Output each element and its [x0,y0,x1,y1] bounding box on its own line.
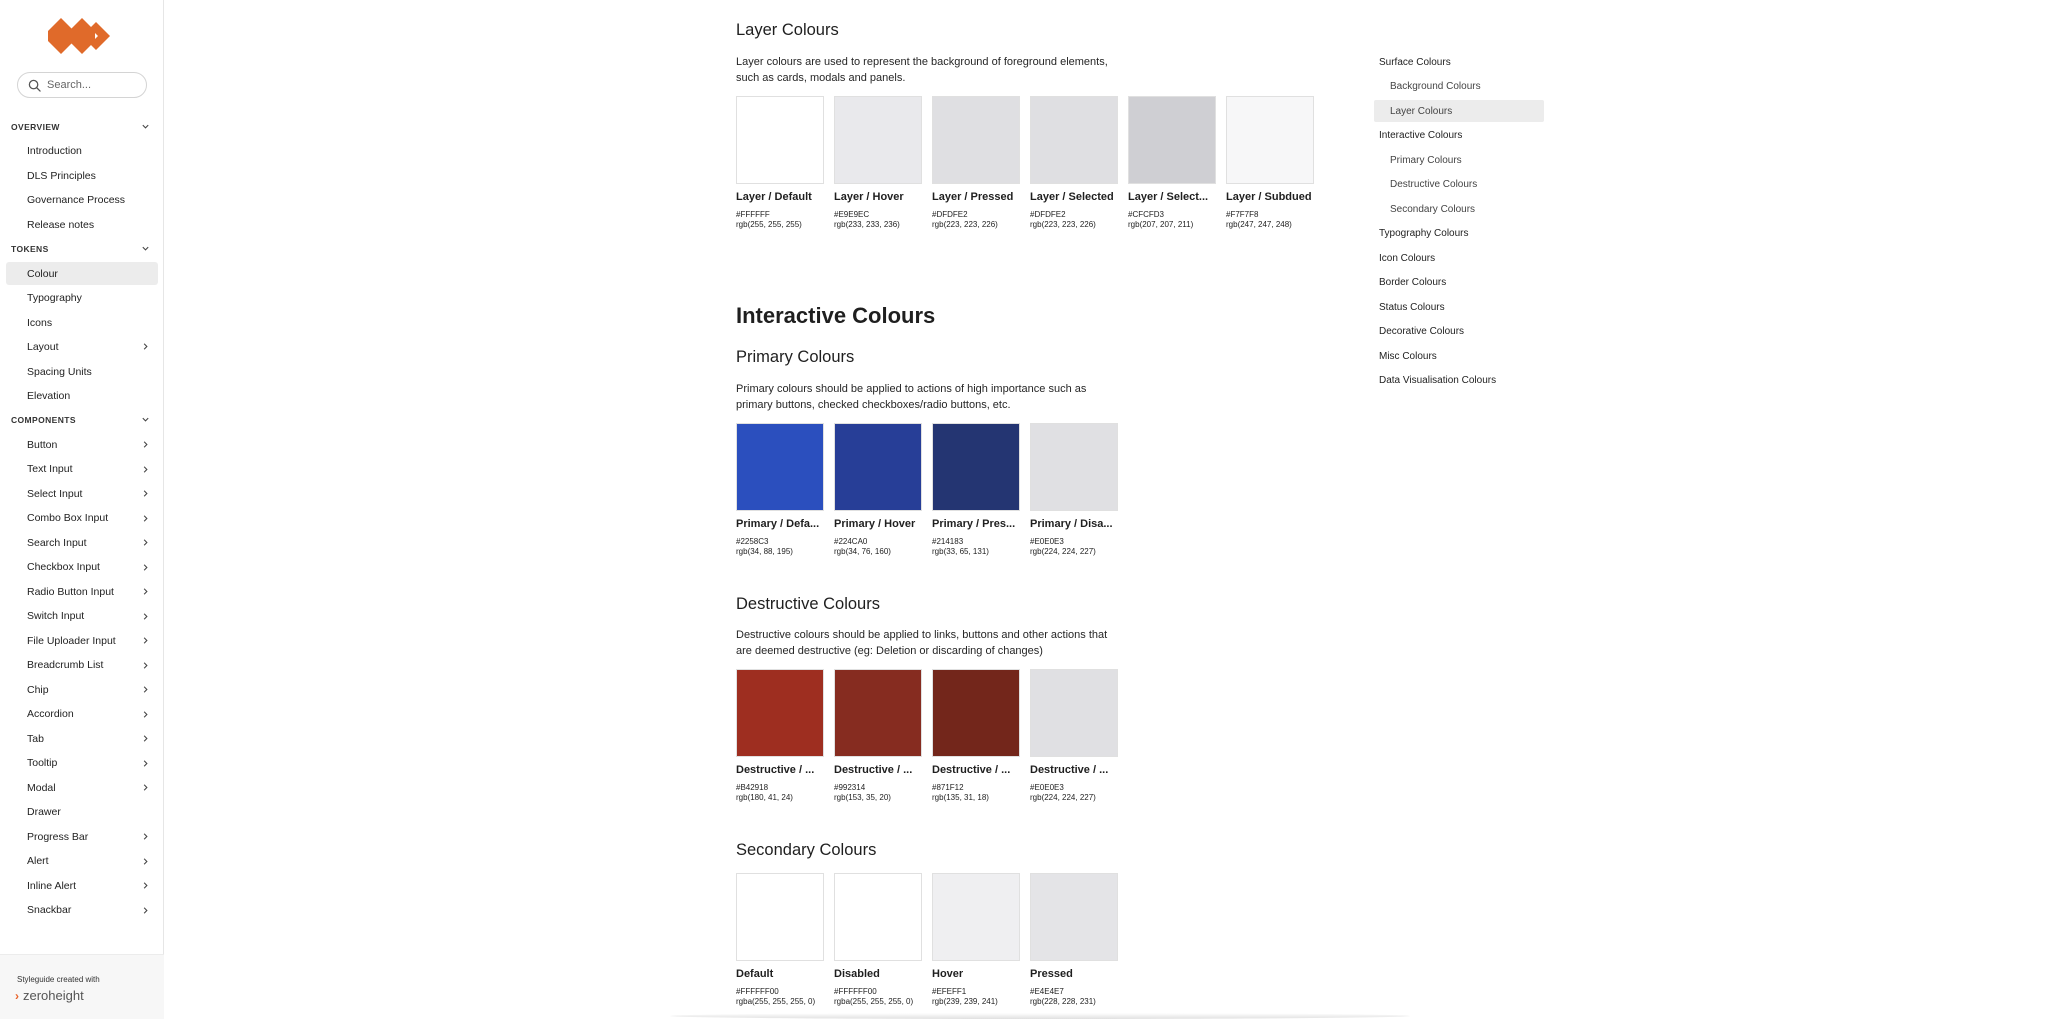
nav-item-inline-alert[interactable] [6,874,158,897]
nav-item-label: Spacing Units [27,365,92,378]
nav-item-introduction[interactable] [6,139,158,162]
nav-item-governance-process[interactable] [6,188,158,211]
colour-swatch [1128,96,1216,230]
swatch-hex: #E9E9EC [834,210,870,219]
nav-item-label: Accordion [27,708,74,720]
swatch-rgb: rgb(233, 233, 236) [834,220,900,229]
swatch-colour-box [736,423,824,511]
nav-item-label: Introduction [27,144,82,157]
section-title-layer: Layer Colours [736,21,839,39]
colour-swatch [932,423,1020,557]
nav-item-label: Snackbar [27,904,72,916]
colour-swatch [1030,669,1118,803]
nav-item-tooltip[interactable] [6,752,158,775]
nav-item-label: Elevation [27,389,71,402]
nav-item-dls-principles[interactable] [6,164,158,187]
nav-item-label: Release notes [27,218,95,231]
swatch-rgb: rgb(34, 88, 195) [736,547,793,556]
nav-item-label: Chip [27,683,49,696]
toc-item-surface-colours[interactable]: Surface Colours [1379,56,1451,68]
nav-item-label: Checkbox Input [27,561,100,573]
section-description-destructive: Destructive colours should be applied to links, buttons and other actions that are deemed destructive (eg: Deletion or discarding of changes) [736,629,1108,657]
chevron-down-icon [141,244,150,253]
nav-item-text-input[interactable] [6,458,158,481]
colour-swatch [736,873,824,1007]
nav-item-release-notes[interactable] [6,213,158,236]
zeroheight-icon: › [15,988,19,1003]
brand-logo[interactable] [48,18,116,54]
chevron-down-icon [141,415,150,424]
swatch-rgb: rgb(223, 223, 226) [932,220,998,229]
nav-item-spacing-units[interactable] [6,360,158,383]
swatch-name: Destructive / ... [834,764,913,776]
scroll-shadow [670,1013,1410,1019]
section-label: COMPONENTS [11,415,76,425]
toc-item-destructive-colours[interactable]: Destructive Colours [1390,179,1478,190]
colour-swatch [834,423,922,557]
swatch-rgb: rgb(255, 255, 255) [736,220,802,229]
toc-item-primary-colours[interactable]: Primary Colours [1390,154,1462,166]
colour-swatch [1226,96,1314,230]
nav-item-label: Drawer [27,806,61,818]
search-box[interactable] [17,72,147,98]
brand-name: zeroheight [23,988,84,1003]
colour-swatch [736,669,824,803]
chevron-right-icon [141,587,150,596]
toc-item-data-visualisation-colours[interactable]: Data Visualisation Colours [1379,375,1497,386]
swatch-name: Layer / Pressed [932,191,1014,203]
chevron-right-icon [141,342,150,351]
chevron-right-icon [141,881,150,890]
search-icon [28,79,41,92]
swatch-name: Disabled [834,968,880,980]
swatch-colour-box [834,96,922,184]
section-overview[interactable] [0,116,164,138]
nav-item-breadcrumb-list[interactable] [6,654,158,677]
swatch-colour-box [932,96,1020,184]
swatch-hex: #E4E4E7 [1030,987,1064,996]
colour-swatch [932,96,1020,230]
toc-item-background-colours[interactable]: Background Colours [1390,81,1481,92]
chevron-right-icon [141,489,150,498]
nav-item-typography[interactable] [6,286,158,309]
nav-item-label: Progress Bar [27,830,89,843]
swatch-colour-box [1030,669,1118,757]
nav-item-combo-box-input[interactable] [6,507,158,530]
nav-item-label: Alert [27,855,49,867]
section-title-secondary: Secondary Colours [736,841,877,859]
nav-item-label: Colour [27,267,58,280]
swatch-hex: #871F12 [932,783,964,792]
swatch-name: Layer / Hover [834,191,904,203]
nav-item-layout[interactable] [6,335,158,358]
section-title-destructive: Destructive Colours [736,595,880,613]
swatch-colour-box [834,873,922,961]
nav-item-label: Icons [27,316,53,329]
swatch-name: Layer / Select... [1128,191,1209,203]
nav-item-label: Text Input [27,463,73,475]
nav-item-button[interactable] [6,433,158,456]
footer-caption: Styleguide created with [17,975,100,984]
nav-item-label: Tooltip [27,757,58,769]
nav-item-colour[interactable] [6,262,158,285]
nav-item-tab[interactable] [6,727,158,750]
nav-item-label: Radio Button Input [27,585,114,598]
nav-item-chip[interactable] [6,678,158,701]
colour-swatch [736,96,824,230]
nav-item-alert[interactable] [6,850,158,873]
zeroheight-link[interactable] [15,988,84,1003]
section-label: OVERVIEW [11,122,60,132]
nav-item-checkbox-input[interactable] [6,556,158,579]
swatch-name: Primary / Hover [834,518,916,530]
swatch-rgb: rgb(180, 41, 24) [736,793,793,802]
chevron-right-icon [141,514,150,523]
swatch-hex: #FFFFFF [736,210,770,219]
nav-item-label: Select Input [27,487,83,500]
colour-swatch [834,96,922,230]
toc-item-status-colours[interactable]: Status Colours [1379,301,1445,313]
colour-swatch [834,873,922,1007]
swatch-name: Primary / Pres... [932,518,1016,530]
nav-item-label: Combo Box Input [27,512,109,524]
swatch-hex: #EFEFF1 [932,987,967,996]
chevron-right-icon [141,759,150,768]
swatch-rgb: rgb(207, 207, 211) [1128,220,1194,229]
swatch-name: Destructive / ... [736,764,815,776]
swatch-colour-box [736,873,824,961]
toc-item-decorative-colours[interactable]: Decorative Colours [1379,326,1465,337]
toc-item-icon-colours[interactable]: Icon Colours [1379,252,1436,264]
swatch-colour-box [1226,96,1314,184]
swatch-colour-box [1030,873,1118,961]
swatch-colour-box [736,669,824,757]
nav-item-label: Governance Process [27,193,126,206]
nav-item-icons[interactable] [6,311,158,334]
swatch-rgb: rgb(153, 35, 20) [834,793,891,802]
swatch-colour-box [1128,96,1216,184]
colour-swatch [736,423,824,557]
swatch-name: Destructive / ... [1030,764,1109,776]
sidebar [0,0,164,1019]
nav-item-label: Breadcrumb List [27,659,104,671]
nav-item-label: Button [27,438,58,451]
nav-item-file-uploader-input[interactable] [6,629,158,652]
swatch-rgb: rgba(255, 255, 255, 0) [834,997,914,1006]
swatch-hex: #992314 [834,783,866,792]
swatch-rgb: rgb(247, 247, 248) [1226,220,1292,229]
nav-item-drawer[interactable] [6,801,158,824]
chevron-right-icon [141,832,150,841]
swatch-rgb: rgb(34, 76, 160) [834,547,891,556]
swatch-name: Layer / Subdued [1226,191,1312,203]
chevron-right-icon [141,734,150,743]
colour-swatch [1030,96,1118,230]
chevron-right-icon [141,636,150,645]
swatch-name: Pressed [1030,968,1073,980]
swatch-colour-box [1030,423,1118,511]
swatch-colour-box [1030,96,1118,184]
chevron-right-icon [141,661,150,670]
nav-item-search-input[interactable] [6,531,158,554]
page-heading-interactive: Interactive Colours [736,303,936,328]
chevron-right-icon [141,538,150,547]
nav-item-modal[interactable] [6,776,158,799]
nav-item-label: Inline Alert [27,879,77,892]
colour-swatch [1030,873,1118,1007]
nav-item-select-input[interactable] [6,482,158,505]
toc-item-layer-colours[interactable]: Layer Colours [1374,100,1544,122]
nav-item-label: Modal [27,781,56,794]
nav-item-label: Typography [27,291,82,304]
swatch-rgb: rgb(135, 31, 18) [932,793,989,802]
swatch-rgb: rgb(33, 65, 131) [932,547,989,556]
sidebar-footer [0,954,164,1019]
swatch-hex: #2258C3 [736,537,769,546]
swatch-hex: #224CA0 [834,537,868,546]
swatch-rgb: rgb(239, 239, 241) [932,997,998,1006]
section-components[interactable] [0,409,164,431]
swatch-hex: #CFCFD3 [1128,210,1165,219]
swatch-rgb: rgba(255, 255, 255, 0) [736,997,816,1006]
toc-item-border-colours[interactable]: Border Colours [1379,277,1447,288]
swatch-colour-box [932,669,1020,757]
nav-item-label: File Uploader Input [27,634,116,647]
chevron-right-icon [141,906,150,915]
swatch-name: Layer / Selected [1030,191,1114,203]
colour-swatch [1030,423,1118,557]
chevron-right-icon [141,685,150,694]
nav-item-progress-bar[interactable] [6,825,158,848]
swatch-hex: #F7F7F8 [1226,210,1259,219]
chevron-right-icon [141,857,150,866]
toc-item-secondary-colours[interactable]: Secondary Colours [1390,203,1476,215]
chevron-right-icon [141,710,150,719]
swatch-hex: #FFFFFF00 [736,987,779,996]
swatch-hex: #B42918 [736,783,769,792]
swatch-colour-box [932,423,1020,511]
nav-item-label: Tab [27,732,44,745]
nav-item-label: Layout [27,340,59,353]
nav-item-switch-input[interactable] [6,605,158,628]
swatch-name: Primary / Disa... [1030,518,1113,530]
colour-swatch [932,873,1020,1007]
swatch-colour-box [834,423,922,511]
chevron-right-icon [141,612,150,621]
swatch-rgb: rgb(228, 228, 231) [1030,997,1096,1006]
search-input[interactable] [47,79,137,91]
section-description-primary: Primary colours should be applied to actions of high importance such as primary buttons, checked checkboxes/radio buttons, etc. [736,383,1087,411]
swatch-hex: #214183 [932,537,964,546]
chevron-right-icon [141,465,150,474]
section-tokens[interactable] [0,238,164,260]
chevron-right-icon [141,563,150,572]
swatch-rgb: rgb(224, 224, 227) [1030,793,1096,802]
swatch-hex: #DFDFE2 [932,210,968,219]
colour-swatch [932,669,1020,803]
swatch-name: Primary / Defa... [736,518,820,530]
swatch-hex: #E0E0E3 [1030,783,1064,792]
nav-item-label: Switch Input [27,610,85,622]
swatch-rgb: rgb(224, 224, 227) [1030,547,1096,556]
nav-item-accordion[interactable] [6,703,158,726]
section-title-primary: Primary Colours [736,348,855,366]
swatch-hex: #FFFFFF00 [834,987,877,996]
nav-item-snackbar[interactable] [6,899,158,922]
chevron-down-icon [141,122,150,131]
nav-item-label: Search Input [27,536,87,549]
nav-item-label: DLS Principles [27,169,96,182]
swatch-name: Destructive / ... [932,764,1011,776]
swatch-colour-box [736,96,824,184]
swatch-hex: #E0E0E3 [1030,537,1064,546]
swatch-rgb: rgb(223, 223, 226) [1030,220,1096,229]
toc-item-misc-colours[interactable]: Misc Colours [1379,350,1437,362]
swatch-colour-box [932,873,1020,961]
swatch-hex: #DFDFE2 [1030,210,1066,219]
swatch-colour-box [834,669,922,757]
section-label: TOKENS [11,244,49,254]
nav-item-radio-button-input[interactable] [6,580,158,603]
swatch-name: Layer / Default [736,191,812,203]
nav-item-elevation[interactable] [6,384,158,407]
swatch-name: Hover [932,968,964,980]
chevron-right-icon [141,783,150,792]
section-description-layer: Layer colours are used to represent the background of foreground elements, such as cards, modals and panels. [736,56,1108,84]
toc-item-interactive-colours[interactable]: Interactive Colours [1379,130,1463,141]
swatch-name: Default [736,968,774,980]
chevron-right-icon [141,440,150,449]
toc-item-typography-colours[interactable]: Typography Colours [1379,228,1469,239]
colour-swatch [834,669,922,803]
